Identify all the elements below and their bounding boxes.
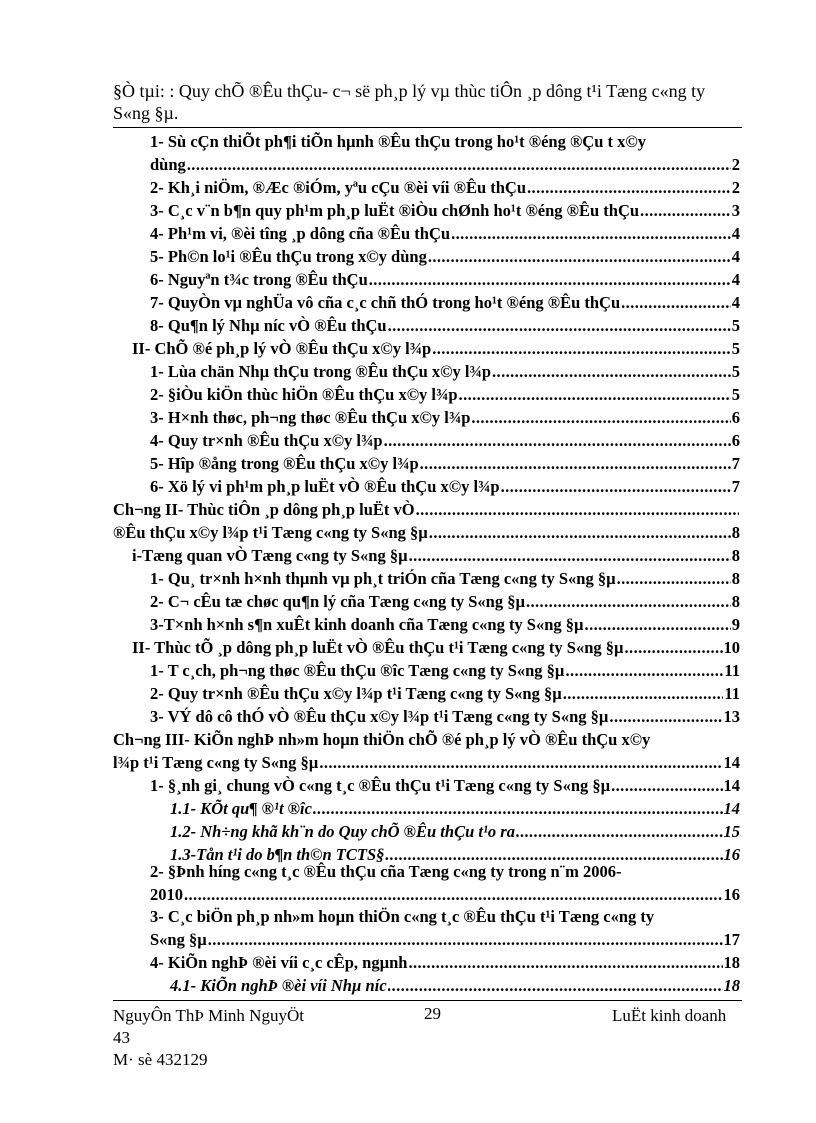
toc-entry[interactable] (170, 822, 740, 842)
toc-entry-page: 7 (731, 477, 740, 496)
toc-entry[interactable] (150, 862, 740, 882)
toc-entry-label: S«ng §µ (150, 930, 207, 949)
toc-entry-label: 8- Qu¶n lý Nhµ níc vÒ ®Êu thÇu (150, 316, 387, 335)
toc-leader (526, 592, 731, 612)
toc-entry[interactable] (150, 615, 740, 635)
toc-entry-label: 2- §Þnh híng c«ng t¸c ®Êu thÇu cña Tæng c«ng ty trong n¨m 2006- (150, 862, 622, 881)
toc-entry[interactable] (150, 224, 740, 244)
toc-entry-page: 5 (731, 385, 740, 404)
toc-entry[interactable] (150, 247, 740, 267)
toc-entry-page: 18 (723, 953, 740, 972)
toc-leader (617, 569, 731, 589)
toc-leader (429, 523, 731, 543)
toc-entry-label: 5- Hîp ®ång trong ®Êu thÇu x©y l¾p (150, 454, 419, 473)
toc-entry-page: 5 (731, 362, 740, 381)
toc-entry-page: 5 (731, 339, 740, 358)
toc-entry[interactable] (170, 799, 740, 819)
toc-entry-label: 1- Qu¸ tr×nh h×nh thµnh vµ ph¸t triÓn cña Tæng c«ng ty S«ng §µ (150, 569, 616, 588)
toc-entry[interactable] (132, 546, 740, 566)
toc-entry-label: II- Thùc tÕ ¸p dông ph¸p luËt vÒ ®Êu thÇu t¹i Tæng c«ng ty S«ng §µ (132, 638, 624, 657)
toc-entry-label: 3- C¸c v¨n b¶n quy ph¹m ph¸p luËt ®iÒu chØnh ho¹t ®éng ®Êu thÇu (150, 201, 640, 220)
toc-leader (492, 362, 731, 382)
header-rule (113, 127, 742, 128)
toc-entry[interactable] (150, 201, 740, 221)
toc-leader (459, 385, 731, 405)
toc-entry[interactable] (113, 753, 740, 773)
toc-entry[interactable] (150, 707, 740, 727)
toc-entry-label: 6- Xö lý vi ph¹m ph¸p luËt vÒ ®Êu thÇu x©y l¾p (150, 477, 500, 496)
toc-entry-page: 8 (731, 546, 740, 565)
toc-entry-page: 8 (731, 592, 740, 611)
toc-entry[interactable] (150, 569, 740, 589)
toc-entry[interactable] (150, 930, 740, 950)
toc-leader (640, 201, 731, 221)
toc-entry-page: 9 (731, 615, 740, 634)
footer-major: LuËt kinh doanh (612, 1006, 727, 1025)
toc-entry-page: 4 (731, 293, 740, 312)
toc-leader (409, 546, 731, 566)
toc-leader (369, 270, 731, 290)
toc-entry[interactable] (150, 592, 740, 612)
toc-leader (388, 976, 723, 996)
toc-entry-page: 7 (731, 454, 740, 473)
toc-entry-page: 18 (723, 976, 740, 995)
toc-leader (585, 615, 731, 635)
toc-leader (384, 431, 731, 451)
toc-entry-label: dùng (150, 155, 186, 174)
toc-entry[interactable] (150, 178, 740, 198)
toc-entry-label: l¾p t¹i Tæng c«ng ty S«ng §µ (113, 753, 319, 772)
toc-entry[interactable] (150, 270, 740, 290)
toc-entry[interactable] (150, 385, 740, 405)
toc-entry-page: 10 (723, 638, 740, 657)
toc-entry-label: 2- C¬ cÊu tæ chøc qu¶n lý cña Tæng c«ng ty S«ng §µ (150, 592, 525, 611)
toc-entry-label: 1- T c¸ch, ph¬ng thøc ®Êu thÇu ®îc Tæng c«ng ty S«ng §µ (150, 661, 565, 680)
toc-entry-label: 2- Kh¸i niÖm, ®Æc ®iÓm, yªu cÇu ®èi víi ®Êu thÇu (150, 178, 527, 197)
toc-leader (184, 885, 723, 905)
toc-leader (527, 178, 731, 198)
footer-class: 43 (113, 1028, 130, 1047)
toc-entry-label: 5- Ph©n lo¹i ®Êu thÇu trong x©y dùng (150, 247, 427, 266)
toc-entry-label: 4- Ph¹m vi, ®èi tîng ¸p dông cña ®Êu thÇu (150, 224, 451, 243)
toc-leader (565, 661, 723, 681)
toc-entry[interactable] (150, 316, 740, 336)
toc-entry[interactable] (150, 907, 740, 927)
toc-entry[interactable] (150, 293, 740, 313)
toc-entry-label: 1.1- KÕt qu¶ ®¹t ®îc (170, 799, 312, 818)
toc-entry-page: 5 (731, 316, 740, 335)
toc-leader (416, 500, 739, 520)
toc-leader (408, 953, 722, 973)
toc-entry-page: 2 (731, 155, 740, 174)
toc-leader (471, 408, 730, 428)
toc-entry-label: i-Tæng quan vÒ Tæng c«ng ty S«ng §µ (132, 546, 408, 565)
toc-entry[interactable] (113, 730, 740, 750)
toc-entry-page: 8 (731, 569, 740, 588)
toc-entry-page: 15 (723, 822, 740, 841)
toc-entry[interactable] (150, 132, 740, 152)
toc-leader (428, 247, 731, 267)
toc-leader (563, 684, 724, 704)
toc-leader (420, 454, 731, 474)
toc-entry[interactable] (150, 885, 740, 905)
toc-leader (388, 316, 731, 336)
toc-entry-page: 4 (731, 224, 740, 243)
toc-leader (516, 822, 723, 842)
toc-entry-page: 6 (731, 431, 740, 450)
toc-entry-page: 6 (731, 408, 740, 427)
toc-entry-page: 14 (723, 776, 740, 795)
toc-entry-page: 4 (731, 247, 740, 266)
toc-entry-page: 3 (731, 201, 740, 220)
toc-entry-label: 3-T×nh h×nh s¶n xuÊt kinh doanh cña Tæng c«ng ty S«ng §µ (150, 615, 584, 634)
toc-entry[interactable] (150, 431, 740, 451)
toc-entry-label: 2- Quy tr×nh ®Êu thÇu x©y l¾p t¹i Tæng c«ng ty S«ng §µ (150, 684, 562, 703)
thesis-title: §Ò tµi: : Quy chÕ ®Êu thÇu- c¬ së ph¸p lý vµ thùc tiÔn ¸p dông t¹i Tæng c«ng ty S«ng §µ. (113, 81, 706, 123)
toc-entry[interactable] (132, 339, 740, 359)
toc-entry[interactable] (150, 661, 740, 681)
toc-entry-page: 11 (724, 684, 740, 703)
toc-entry[interactable] (170, 976, 740, 996)
toc-entry-page: 17 (723, 930, 740, 949)
toc-entry-label: ®Êu thÇu x©y l¾p t¹i Tæng c«ng ty S«ng §µ (113, 523, 428, 542)
toc-entry[interactable] (150, 684, 740, 704)
toc-entry[interactable] (150, 362, 740, 382)
toc-entry[interactable] (132, 638, 740, 658)
toc-entry[interactable] (113, 500, 740, 520)
toc-entry[interactable] (150, 155, 740, 175)
toc-entry-label: 1- Sù cÇn thiÕt ph¶i tiÕn hµnh ®Êu thÇu trong ho¹t ®éng ®Çu t x©y (150, 132, 646, 151)
toc-entry-label: 1- §¸nh gi¸ chung vÒ c«ng t¸c ®Êu thÇu t¹i Tæng c«ng ty S«ng §µ (150, 776, 611, 795)
toc-leader (625, 638, 723, 658)
toc-leader (451, 224, 731, 244)
toc-entry-page: 2 (731, 178, 740, 197)
toc-leader (313, 799, 723, 819)
toc-entry-page: 16 (723, 845, 740, 864)
toc-entry-page: 14 (723, 799, 740, 818)
toc-entry-label: 2- §iÒu kiÖn thùc hiÖn ®Êu thÇu x©y l¾p (150, 385, 458, 404)
toc-entry[interactable] (150, 776, 740, 796)
toc-leader (187, 155, 731, 175)
toc-entry-label: 3- H×nh thøc, ph¬ng thøc ®Êu thÇu x©y l¾p (150, 408, 471, 427)
toc-entry[interactable] (150, 477, 740, 497)
footer-author: NguyÔn ThÞ Minh NguyÖt (113, 1006, 304, 1025)
toc-entry-page: 16 (723, 885, 740, 904)
toc-entry[interactable] (150, 408, 740, 428)
toc-entry-page: 14 (723, 753, 740, 772)
toc-entry-label: 4- KiÕn nghÞ ®èi víi c¸c cÊp, ngµnh (150, 953, 408, 972)
toc-leader (319, 753, 722, 773)
toc-entry[interactable] (150, 454, 740, 474)
toc-entry-page: 13 (723, 707, 740, 726)
toc-entry-label: 3- VÝ dô cô thÓ vÒ ®Êu thÇu x©y l¾p t¹i Tæng c«ng ty S«ng §µ (150, 707, 609, 726)
toc-leader (611, 776, 722, 796)
toc-entry-page: 4 (731, 270, 740, 289)
toc-leader (609, 707, 722, 727)
toc-entry-label: 7- QuyÒn vµ nghÜa vô cña c¸c chñ thÓ trong ho¹t ®éng ®Êu thÇu (150, 293, 621, 312)
toc-leader (208, 930, 723, 950)
toc-entry-label: 4.1- KiÕn nghÞ ®èi víi Nhµ níc (170, 976, 387, 995)
footer-student-id: M· sè 432129 (113, 1050, 208, 1069)
toc-entry-label: 2010 (150, 885, 183, 904)
toc-entry-page: 11 (724, 661, 740, 680)
footer-page-number: 29 (424, 1004, 441, 1023)
toc-entry-label: Ch¬ng II- Thùc tiÔn ¸p dông ph¸p luËt vÒ (113, 500, 415, 519)
toc-entry[interactable] (113, 523, 740, 543)
toc-entry-label: 1.2- Nh÷ng khã kh¨n do Quy chÕ ®Êu thÇu t¹o ra (170, 822, 515, 841)
toc-entry[interactable] (150, 953, 740, 973)
toc-entry-label: II- ChÕ ®é ph¸p lý vÒ ®Êu thÇu x©y l¾p (132, 339, 432, 358)
toc-entry-label: 1- Lùa chän Nhµ thÇu trong ®Êu thÇu x©y l¾p (150, 362, 492, 381)
toc-entry-label: 6- Nguyªn t¾c trong ®Êu thÇu (150, 270, 368, 289)
toc-entry-label: Ch¬ng III- KiÕn nghÞ nh»m hoµn thiÖn chÕ ®é ph¸p lý vÒ ®Êu thÇu x©y (113, 730, 651, 749)
toc-entry-page: 8 (731, 523, 740, 542)
toc-leader (432, 339, 731, 359)
footer-rule (113, 1000, 742, 1001)
toc-entry-label: 4- Quy tr×nh ®Êu thÇu x©y l¾p (150, 431, 383, 450)
toc-entry-label: 1.3-Tån t¹i do b¶n th©n TCTS§ (170, 845, 385, 864)
toc-leader (621, 293, 731, 313)
toc-leader (501, 477, 731, 497)
toc-entry-label: 3- C¸c biÖn ph¸p nh»m hoµn thiÖn c«ng t¸c ®Êu thÇu t¹i Tæng c«ng ty (150, 907, 655, 926)
